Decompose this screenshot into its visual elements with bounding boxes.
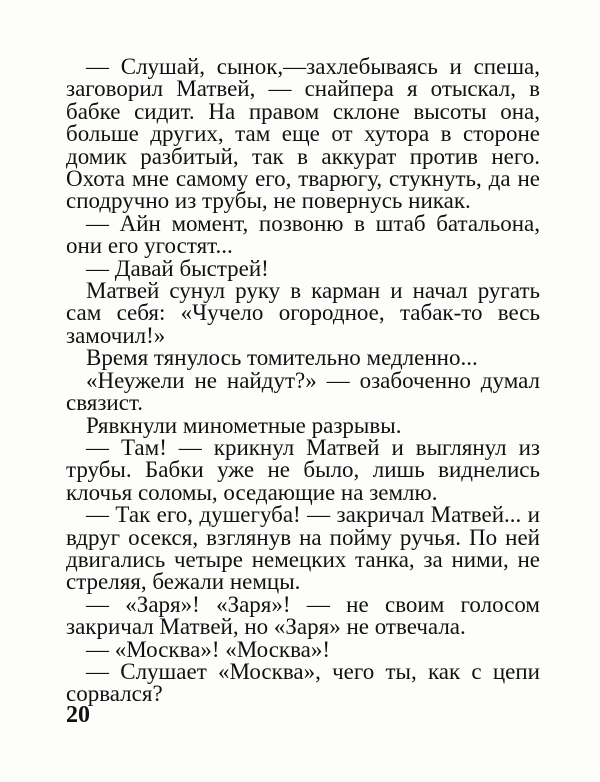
- paragraph: — Айн момент, позвоню в штаб батальона, они его угостят...: [66, 210, 540, 259]
- paragraph: «Неужели не найдут?» — озабоченно думал связист.: [66, 367, 540, 416]
- paragraph: — Давай быстрей!: [86, 255, 269, 281]
- paragraph: Матвей сунул руку в карман и начал ругать сам себя: «Чучело огородное, табак-то весь замочил!»: [66, 278, 540, 348]
- paragraph: — Слушай, сынок,—захлебываясь и спеша, заговорил Матвей, — снайпера я отыскал, в бабке сидит. На правом склоне высоты она, больше других, там еще от хутора в стороне домик разбитый, так в аккурат против него. Охота мне самому его, тварюгу, стукнуть, да не сподручно из трубы, не повернусь никак.: [66, 54, 540, 214]
- paragraph: — Слушает «Москва», чего ты, как с цепи сорвался?: [66, 658, 540, 707]
- paragraph: — «Москва»! «Москва»!: [86, 636, 331, 662]
- page-number: 20: [66, 702, 90, 728]
- paragraph: — Так его, душегуба! — закричал Матвей... и вдруг осекся, взглянув на пойму ручья. По ней двигались четыре немецких танка, за ними, не стреляя, бежали немцы.: [66, 502, 540, 595]
- paragraph: — «Заря»! «Заря»! — не своим голосом закричал Матвей, но «Заря» не отвечала.: [66, 591, 540, 640]
- paragraph: — Там! — крикнул Матвей и выглянул из трубы. Бабки уже не было, лишь виднелись клочья соломы, оседающие на землю.: [66, 434, 540, 505]
- body-text: [66, 56, 540, 706]
- paragraph: Рявкнули минометные разрывы.: [86, 412, 402, 438]
- paragraph: Время тянулось томительно медленно...: [86, 345, 478, 371]
